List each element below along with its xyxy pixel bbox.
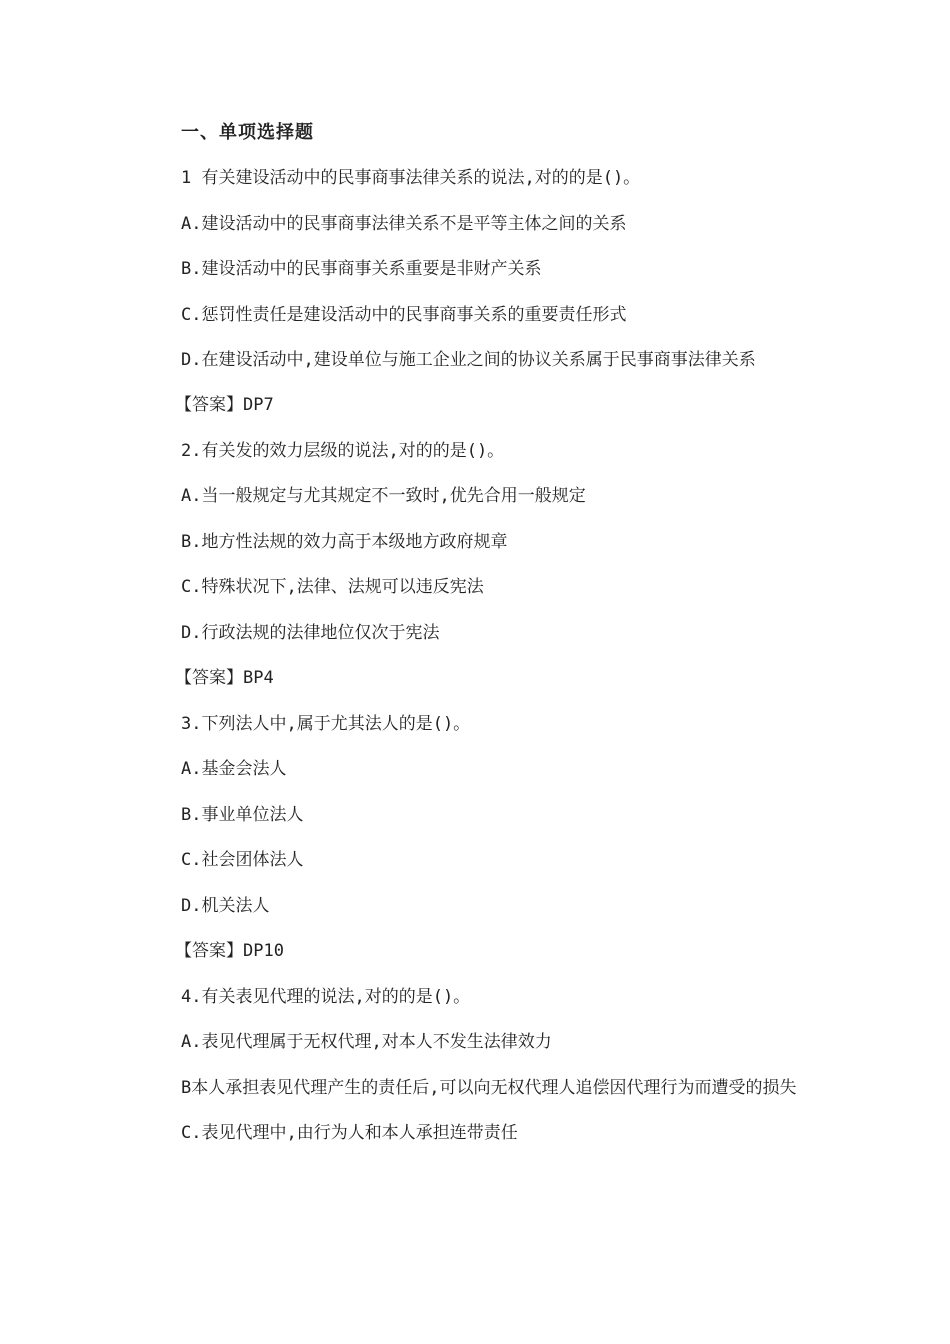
question-3: 3.下列法人中,属于尤其法人的是()。: [181, 713, 471, 734]
question-1-option-c: C.惩罚性责任是建设活动中的民事商事关系的重要责任形式: [181, 304, 627, 325]
question-3-option-a: A.基金会法人: [181, 759, 287, 779]
question-3-option-c: C.社会团体法人: [181, 850, 304, 870]
question-4-option-c: C.表见代理中,由行为人和本人承担连带责任: [181, 1122, 518, 1143]
question-4-option-a: A.表见代理属于无权代理,对本人不发生法律效力: [181, 1032, 552, 1052]
question-1-option-b: B.建设活动中的民事商事关系重要是非财产关系: [181, 259, 542, 279]
document-body: [145, 118, 810, 1164]
question-2-option-a: A.当一般规定与尤其规定不一致时,优先合用一般规定: [181, 486, 586, 506]
question-2: 2.有关发的效力层级的说法,对的的是()。: [181, 440, 505, 461]
question-4-option-b: B本人承担表见代理产生的责任后,可以向无权代理人追偿因代理行为而遭受的损失: [181, 1077, 797, 1098]
question-2-option-c: C.特殊状况下,法律、法规可以违反宪法: [181, 577, 484, 597]
question-3-option-b: B.事业单位法人: [181, 804, 304, 825]
question-1-option-a: A.建设活动中的民事商事法律关系不是平等主体之间的关系: [181, 213, 627, 234]
question-4: 4.有关表见代理的说法,对的的是()。: [181, 986, 471, 1007]
question-2-option-b: B.地方性法规的效力高于本级地方政府规章: [181, 531, 508, 552]
question-1-answer: 【答案】DP7: [175, 395, 274, 415]
question-3-answer: 【答案】DP10: [175, 941, 284, 961]
section-title: 一、单项选择题: [181, 122, 314, 143]
question-1: 1 有关建设活动中的民事商事法律关系的说法,对的的是()。: [181, 168, 641, 188]
question-2-answer: 【答案】BP4: [175, 668, 274, 688]
question-1-option-d: D.在建设活动中,建设单位与施工企业之间的协议关系属于民事商事法律关系: [181, 350, 756, 370]
question-2-option-d: D.行政法规的法律地位仅次于宪法: [181, 622, 440, 643]
question-3-option-d: D.机关法人: [181, 895, 270, 916]
